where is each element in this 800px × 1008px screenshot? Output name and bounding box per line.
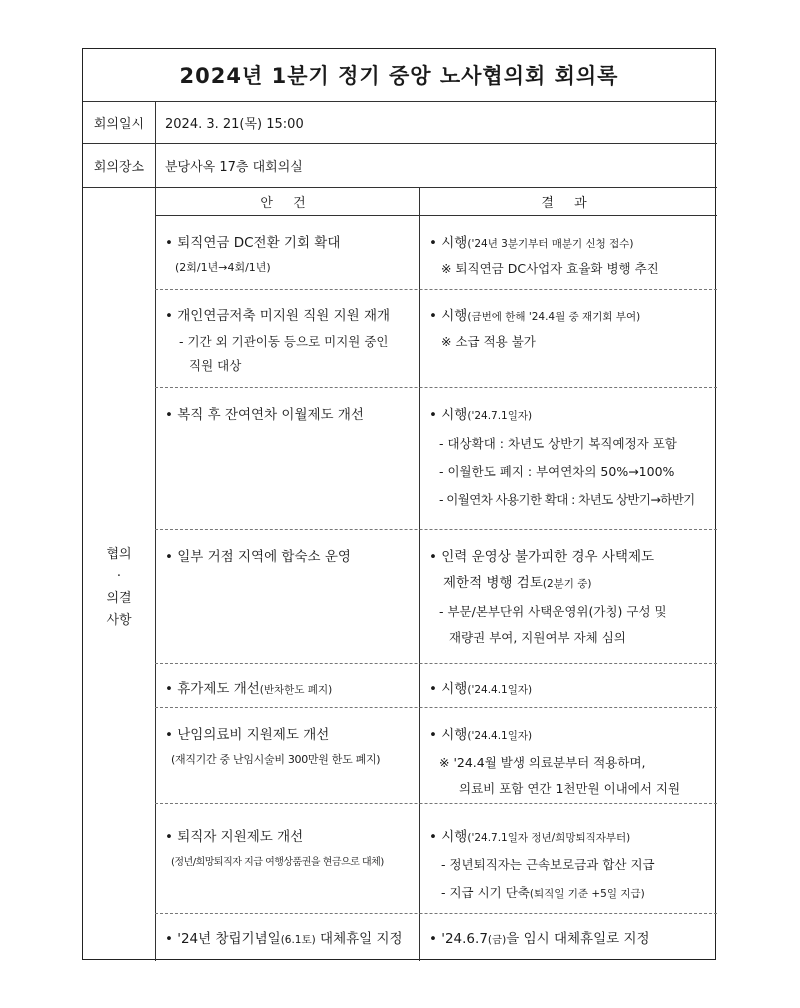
result-item-7-detail-2: - 지급 시기 단축(퇴직일 기준 +5일 지급) (441, 885, 645, 900)
meeting-date-label: 회의일시 (93, 116, 145, 132)
result-column-divider (419, 187, 420, 961)
agenda-column-header: 안 건 (260, 195, 314, 211)
result-item-2: • 시행(금번에 한해 '24.4월 중 재기회 부여) (429, 308, 641, 324)
result-item-3-detail-3: - 이월연차 사용기한 확대 : 차년도 상반기→하반기 (439, 492, 695, 507)
result-item-7-detail-1: - 정년퇴직자는 근속보로금과 합산 지급 (441, 857, 655, 872)
result-item-4-line-1: • 인력 운영상 불가피한 경우 사택제도 (429, 549, 655, 565)
label-column-divider (155, 101, 156, 961)
result-item-6: • 시행('24.4.1일자) (429, 727, 533, 743)
result-item-3-detail-1: - 대상확대 : 차년도 상반기 복직예정자 포함 (439, 436, 677, 451)
result-item-6-note-2: 의료비 포함 연간 1천만원 이내에서 지원 (459, 781, 681, 796)
row-separator (155, 387, 717, 388)
agenda-item-1: • 퇴직연금 DC전환 기회 확대 (165, 235, 341, 251)
agenda-item-7-detail: (정년/희망퇴직자 지급 여행상품권을 현금으로 대체) (171, 857, 384, 868)
row-separator (155, 803, 717, 804)
row-separator (155, 529, 717, 530)
agenda-item-2-detail-2: 직원 대상 (189, 358, 242, 373)
row-separator (155, 663, 717, 664)
result-item-1-note: ※ 퇴직연금 DC사업자 효율화 병행 추진 (441, 261, 659, 276)
result-item-7: • 시행('24.7.1일자 정년/희망퇴직자부터) (429, 829, 631, 845)
agenda-item-6: • 난임의료비 지원제도 개선 (165, 727, 330, 743)
document-title: 2024년 1분기 정기 중앙 노사협의회 회의록 (179, 64, 619, 88)
agenda-item-4: • 일부 거점 지역에 합숙소 운영 (165, 549, 351, 565)
row-separator (155, 707, 717, 708)
row-separator (155, 289, 717, 290)
result-item-4-line-2: 제한적 병행 검토(2분기 중) (443, 575, 592, 591)
divider (155, 215, 717, 216)
row-separator (155, 913, 717, 914)
agenda-item-1-detail: (2회/1년→4회/1년) (175, 261, 271, 274)
meeting-place-label: 회의장소 (93, 159, 145, 175)
result-item-3: • 시행('24.7.1일자) (429, 407, 533, 423)
agenda-item-5: • 휴가제도 개선(반차한도 폐지) (165, 681, 333, 697)
consultation-resolution-label: 협의 · 의결 사항 (106, 547, 132, 628)
agenda-item-2: • 개인연금저축 미지원 직원 지원 재개 (165, 308, 391, 324)
agenda-item-6-detail: (재직기간 중 난임시술비 300만원 한도 폐지) (171, 753, 381, 766)
result-item-1: • 시행('24년 3분기부터 매분기 신청 접수) (429, 235, 634, 251)
result-item-6-note-1: ※ '24.4월 발생 의료분부터 적용하며, (439, 755, 646, 770)
result-item-5: • 시행('24.4.1일자) (429, 681, 533, 697)
result-column-header: 결 과 (541, 195, 595, 211)
result-item-8: • '24.6.7(금)을 임시 대체휴일로 지정 (429, 931, 650, 947)
meeting-place-value: 분당사옥 17층 대회의실 (165, 159, 303, 175)
agenda-item-8: • '24년 창립기념일(6.1토) 대체휴일 지정 (165, 931, 403, 947)
result-item-3-detail-2: - 이월한도 폐지 : 부여연차의 50%→100% (439, 464, 675, 479)
agenda-item-7: • 퇴직자 지원제도 개선 (165, 829, 304, 845)
result-item-4-detail-2: 재량권 부여, 지원여부 자체 심의 (449, 630, 626, 645)
meeting-minutes-document (82, 48, 716, 960)
result-item-4-detail-1: - 부문/본부단위 사택운영위(가칭) 구성 및 (439, 604, 667, 619)
result-item-2-note: ※ 소급 적용 불가 (441, 334, 536, 349)
agenda-item-3: • 복직 후 잔여연차 이월제도 개선 (165, 407, 364, 423)
agenda-item-2-detail-1: - 기간 외 기관이동 등으로 미지원 중인 (179, 334, 389, 349)
meeting-date-value: 2024. 3. 21(목) 15:00 (165, 116, 304, 132)
